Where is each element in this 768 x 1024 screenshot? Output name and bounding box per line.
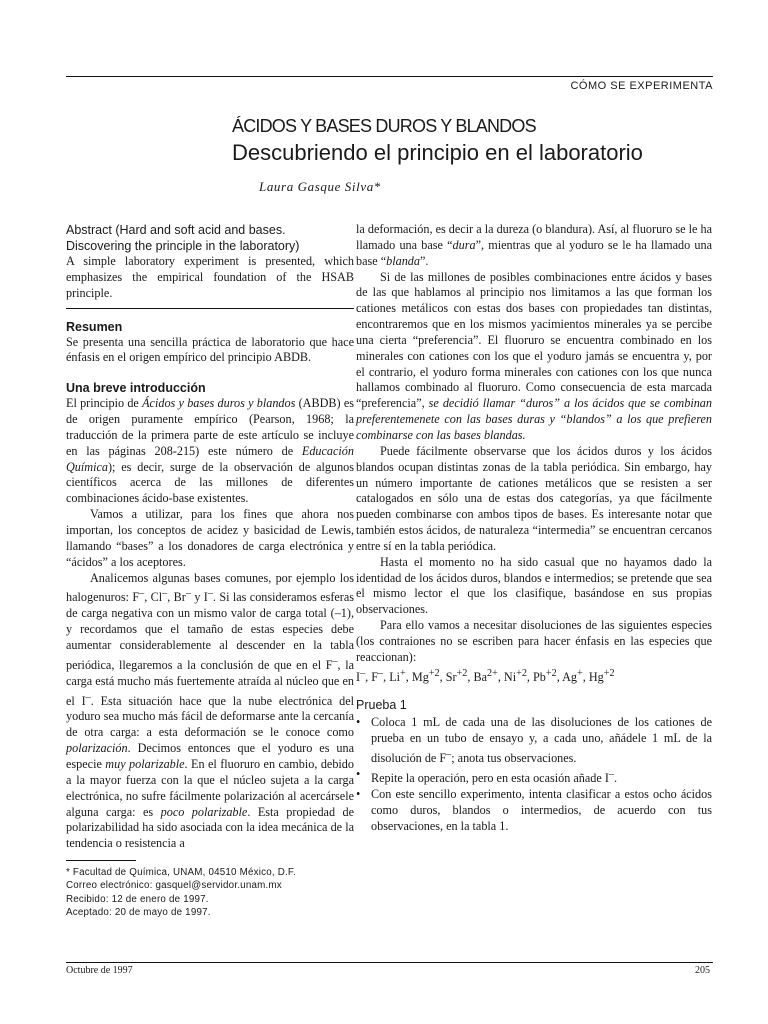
species-item: $Ba^{2+}$: [473, 667, 498, 684]
species-item: F–: [371, 667, 384, 684]
intro-heading: Una breve introducción: [66, 381, 206, 396]
species-item: $Mg^{+2}$: [411, 667, 440, 684]
footnote-rule: [66, 860, 136, 861]
left-column: [66, 222, 354, 852]
species-item: $Sr^{+2}$: [445, 667, 468, 684]
footer-rule: [66, 962, 713, 963]
abstract-divider: [66, 308, 354, 309]
article-kicker: ÁCIDOS Y BASES DUROS Y BLANDOS: [232, 116, 536, 136]
section-label: CÓMO SE EXPERIMENTA: [570, 80, 713, 92]
species-item: Li+: [389, 667, 406, 684]
page-number: 205: [695, 965, 710, 976]
prueba-heading: Prueba 1: [356, 697, 407, 712]
right-paragraph-5: Para ello vamos a necesitar disoluciones de las siguientes especies (los contraiones no se escriben para hacer énfasis en las especies que reaccionan):: [356, 618, 712, 664]
intro-paragraph-3: Analicemos algunas bases comunes, por ejemplo los halogenuros: F–, Cl–, Br– y I–. Si las consideramos esferas de carga negativa con un mismo valor de carga total (–1), y recordamos que el tamaño de estas especies debe aumentar considerablemente al descender en la tabla periódica, llegaremos a la conclusión de que en el F–, la carga está mucho más fuertemente atraída al núcleo que en el I–. Esta situación hace que la nube electrónica del yoduro sea mucho más fácil de deformarse ante la cercanía de otra carga: a esta deformación se le conoce como polarización. Decimos entonces que el yoduro es una especie muy polarizable. En el fluoruro en cambio, debido a la mayor fuerza con la que el núcleo sujeta a la carga electrónica, no sufre fácilmente polarización al acercársele alguna carga: es poco polarizable. Esta propiedad de polarizabilidad ha sido asociada con la idea mecánica de la tendencia o resistencia a: [66, 570, 355, 851]
species-item: $Pb^{+2}$: [533, 667, 557, 684]
species-list: I–, F–, Li+, $Mg^{+2}$, $Sr^{+2}$, $Ba^{2+}$, $Ni^{+2}$, $Pb^{+2}$, Ag+, $Hg^{+2}$: [356, 667, 615, 684]
right-paragraph-3: Puede fácilmente observarse que los ácidos duros y los ácidos blandos ocupan distintas zonas de la tabla periódica. Sin embargo, hay un número importante de cationes metálicos que se resisten a ser catalogados en sólo una de estas dos categorías, ya que fácilmente pueden combinarse con ambos tipos de bases. Es interesante notar que también estos ácidos, de naturaleza “intermedia” se encuentran cercanos entre sí en la tabla periódica.: [356, 443, 712, 553]
species-item: $Ni^{+2}$: [503, 667, 527, 684]
intro-paragraph-2: Vamos a utilizar, para los fines que ahora nos importan, los conceptos de acidez y basicidad de Lewis, llamando “bases” a los donadores de carga electrónica y “ácidos” a los aceptores.: [66, 507, 354, 569]
resumen-heading: Resumen: [66, 319, 123, 334]
right-paragraph-1: la deformación, es decir a la dureza (o blandura). Así, al fluoruro se le ha llamado una base “dura”, mientras que al yoduro se le ha llamado una base “blanda”.: [356, 222, 713, 268]
species-item: Ag+: [562, 667, 583, 684]
species-item: I–: [356, 667, 366, 684]
prueba-steps: [356, 715, 712, 834]
footnote: * Facultad de Química, UNAM, 04510 México, D.F. Correo electrónico: gasquel@servidor.unam.mx Recibido: 12 de enero de 1997. Aceptado: 20 de mayo de 1997.: [66, 867, 296, 918]
resumen-text: Se presenta una sencilla práctica de laboratorio que hace énfasis en el origen empírico del principio ABDB.: [66, 334, 354, 365]
list-item: • Coloca 1 mL de cada una de las disoluciones de los cationes de prueba en un tubo de ensayo y, a cada uno, añádele 1 mL de la disolución de F–; anota tus observaciones.: [356, 715, 712, 767]
abstract-text: A simple laboratory experiment is presented, which emphasizes the empirical foundation of the HSAB principle.: [66, 254, 354, 300]
header-rule: [66, 76, 713, 77]
abstract-heading: Abstract (Hard and soft acid and bases. Discovering the principle in the laboratory): [66, 223, 300, 253]
list-item: • Repite la operación, pero en esta ocasión añade I–.: [356, 767, 712, 787]
right-column: [356, 222, 712, 834]
article-title: Descubriendo el principio en el laboratorio: [232, 140, 643, 165]
species-item: $Hg^{+2}$: [588, 667, 615, 684]
article-author: Laura Gasque Silva*: [259, 179, 381, 194]
right-paragraph-2: Si de las millones de posibles combinaciones entre ácidos y bases de las que hablamos al principio nos limitamos a las que forman los cationes metálicos con estas dos bases con propiedades tan distintas, encontraremos que en los mismos yacimientos minerales ya se percibe una cierta “preferencia”. El fluoruro se encuentra combinado en los minerales con cationes con los que el yoduro jamás se encuentra y, por el contrario, el yoduro forma minerales con cationes con los que nunca hallamos combinado al fluoruro. Como consecuencia de esta marcada “preferencia”, se decidió llamar “duros” a los ácidos que se combinan preferentemenete con las bases duras y “blandos” a los que prefieren combinarse con las bases blandas.: [356, 269, 712, 442]
intro-paragraph-1: El principio de Ácidos y bases duros y blandos (ABDB) es de origen puramente empírico (Pearson, 1968; la traducción de la primera parte de este artículo se incluye en las páginas 208-215) este número de Educación Química); es decir, surge de la observación de algunos científicos acerca de las millones de diferentes combinaciones ácido-base existentes.: [66, 396, 354, 506]
list-item: • Con este sencillo experimento, intenta clasificar a estos ocho ácidos como duros, blandos o intermedios, de acuerdo con tus observaciones, en la tabla 1.: [356, 787, 712, 835]
right-paragraph-4: Hasta el momento no ha sido casual que no hayamos dado la identidad de los ácidos duros, blandos e intermedios; se pretende que sea el mismo lector el que los clasifique, basándose en sus propias observaciones.: [356, 554, 712, 617]
footer-date: Octubre de 1997: [66, 965, 133, 976]
